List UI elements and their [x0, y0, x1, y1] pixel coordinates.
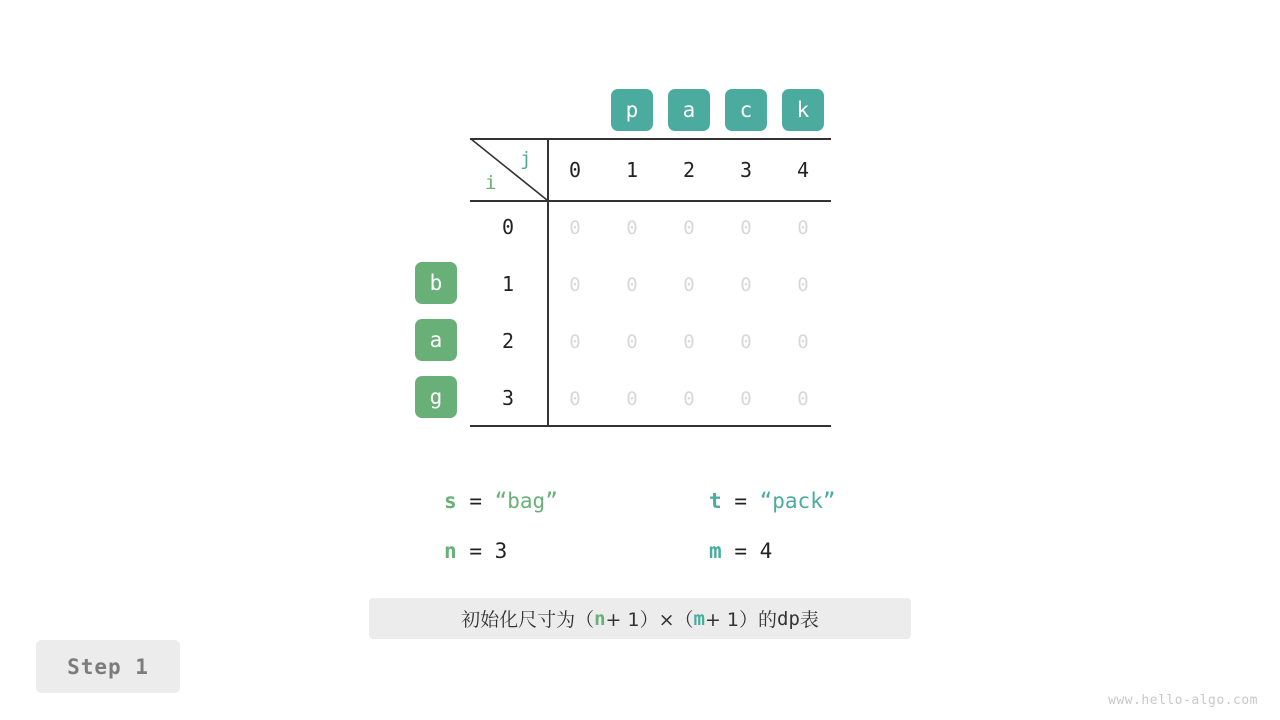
step-badge: Step 1 — [36, 640, 180, 693]
variable-t: t — [709, 489, 722, 513]
value-t: “pack” — [759, 489, 836, 513]
equals-sign: = — [469, 489, 482, 513]
variable-s: s — [444, 489, 457, 513]
dp-cell: 0 — [740, 331, 752, 353]
column-axis-label: j — [520, 148, 532, 170]
dp-cell: 0 — [569, 388, 581, 410]
caption-mid-2: + 1）的 — [704, 609, 778, 631]
row-letter-chip: g — [415, 376, 457, 418]
watermark: www.hello-algo.com — [1108, 693, 1258, 708]
equation-t — [709, 489, 835, 513]
column-index-header: 1 — [625, 158, 639, 182]
axis-corner — [470, 138, 548, 208]
equation-m — [709, 539, 772, 563]
column-index-header: 2 — [682, 158, 696, 182]
dp-cell: 0 — [626, 331, 638, 353]
column-letter-chip: a — [668, 89, 710, 131]
column-letter-chip: p — [611, 89, 653, 131]
dp-cell: 0 — [683, 388, 695, 410]
dp-cell: 0 — [626, 217, 638, 239]
row-index-header: 0 — [501, 215, 515, 239]
dp-cell: 0 — [797, 217, 809, 239]
equals-sign: = — [734, 539, 747, 563]
dp-cell: 0 — [569, 274, 581, 296]
dp-cell: 0 — [683, 217, 695, 239]
variable-n: n — [444, 539, 457, 563]
column-index-header: 3 — [739, 158, 753, 182]
dp-cell: 0 — [797, 388, 809, 410]
caption-symbol-n: n — [594, 607, 606, 630]
dp-cell: 0 — [740, 274, 752, 296]
equals-sign: = — [734, 489, 747, 513]
dp-cell: 0 — [740, 388, 752, 410]
dp-cell: 0 — [569, 217, 581, 239]
dp-cell: 0 — [569, 331, 581, 353]
value-s: “bag” — [494, 489, 558, 513]
variable-m: m — [709, 539, 722, 563]
dp-cell: 0 — [683, 331, 695, 353]
column-letter-chip: c — [725, 89, 767, 131]
row-index-header: 1 — [501, 272, 515, 296]
dp-cell: 0 — [626, 388, 638, 410]
value-n: 3 — [494, 539, 508, 563]
column-index-header: 4 — [796, 158, 810, 182]
row-index-header: 3 — [501, 386, 515, 410]
row-axis-label: i — [485, 172, 497, 194]
dp-cell: 0 — [740, 217, 752, 239]
caption-prefix: 初始化尺寸为（ — [461, 609, 595, 631]
caption-mid-1: + 1）×（ — [605, 609, 694, 631]
column-index-header: 0 — [568, 158, 582, 182]
table-bottom-border — [470, 425, 831, 427]
value-m: 4 — [759, 539, 773, 563]
row-letter-chip: b — [415, 262, 457, 304]
caption-symbol-m: m — [693, 607, 705, 630]
dp-cell: 0 — [683, 274, 695, 296]
equation-s — [444, 489, 558, 513]
row-index-header: 2 — [501, 329, 515, 353]
column-letter-chip: k — [782, 89, 824, 131]
caption-box — [369, 598, 911, 639]
row-letter-chip: a — [415, 319, 457, 361]
dp-cell: 0 — [626, 274, 638, 296]
caption-symbol-dp: dp — [777, 607, 800, 630]
dp-cell: 0 — [797, 274, 809, 296]
caption-suffix: 表 — [799, 609, 819, 631]
equation-n — [444, 539, 507, 563]
equals-sign: = — [469, 539, 482, 563]
dp-cell: 0 — [797, 331, 809, 353]
